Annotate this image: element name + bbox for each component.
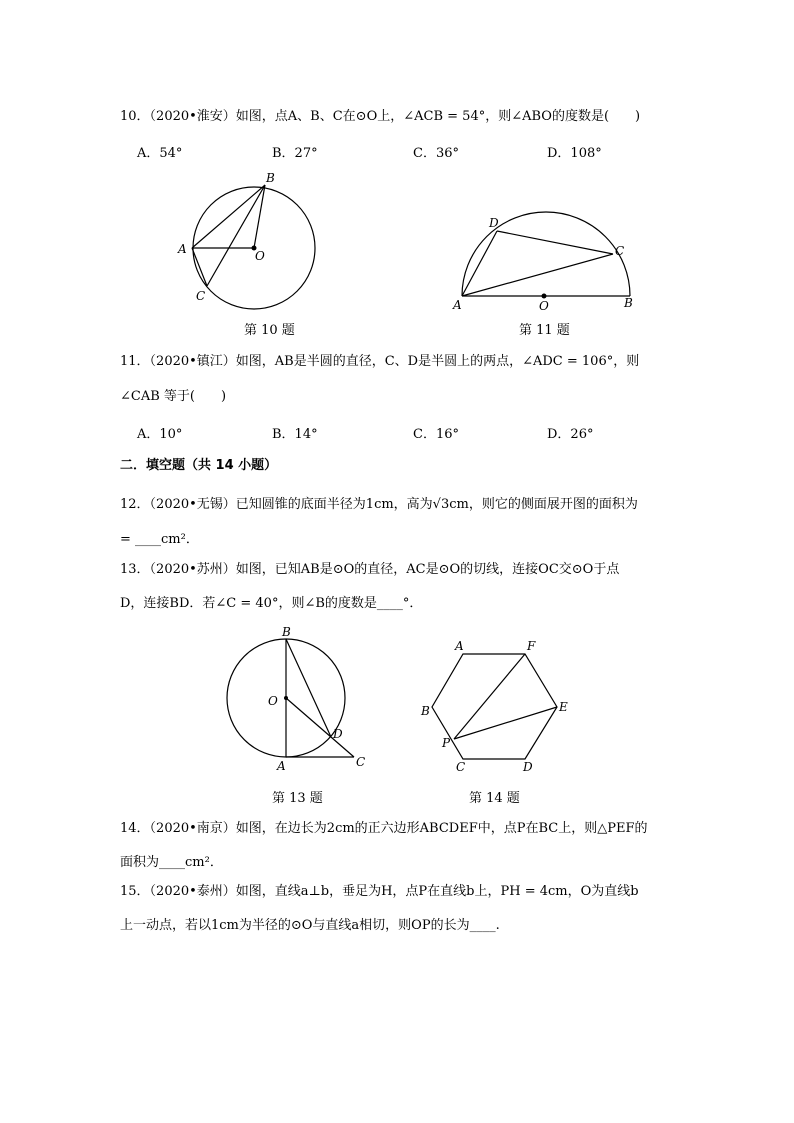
q11-label-d: D — [489, 216, 499, 230]
q14-label-f: F — [527, 639, 536, 653]
q10-option-d: D．108° — [547, 146, 602, 161]
section2-title: 二．填空题（共 14 小题） — [120, 458, 278, 473]
q14-caption: 第 14 题 — [469, 791, 520, 806]
q14-hexagon — [432, 654, 557, 759]
q10-option-b: B．27° — [272, 146, 318, 161]
q14-figure — [415, 635, 575, 775]
q13-line2: D，连接BD．若∠C = 40°，则∠B的度数是____°． — [120, 596, 423, 611]
q11-label-a: A — [453, 298, 462, 312]
q13-label-o: O — [268, 694, 278, 708]
q11-center-point — [542, 294, 547, 299]
q14-label-a: A — [455, 639, 464, 653]
q11-stem-line1: 11．（2020•镇江）如图，AB是半圆的直径，C、D是半圆上的两点，∠ADC = 106°，则 — [120, 354, 640, 369]
q13-center-point — [284, 696, 288, 700]
q11-option-a: A．10° — [137, 427, 183, 442]
q10-label-a: A — [178, 242, 187, 256]
q15-line1: 15．（2020•泰州）如图，直线a⊥b，垂足为H，点P在直线b上，PH = 4cm，O为直线b — [120, 884, 639, 899]
q14-line1: 14．（2020•南京）如图，在边长为2cm的正六边形ABCDEF中，点P在BC上，则△PEF的 — [120, 821, 648, 836]
q14-label-e: E — [559, 700, 568, 714]
q11-label-c: C — [615, 244, 625, 258]
q11-option-d: D．26° — [547, 427, 594, 442]
q10-option-c: C．36° — [413, 146, 459, 161]
q13-line1: 13．（2020•苏州）如图，已知AB是⊙O的直径，AC是⊙O的切线，连接OC交⊙O于点 — [120, 562, 620, 577]
q14-label-d: D — [523, 760, 533, 774]
q10-caption: 第 10 题 — [244, 323, 295, 338]
q13-label-a: A — [277, 759, 286, 773]
q11-stem-line2: ∠CAB 等于( ) — [120, 389, 227, 404]
q13-caption: 第 13 题 — [272, 791, 323, 806]
q12-line1: 12．（2020•无锡）已知圆锥的底面半径为1cm，高为√3cm，则它的侧面展开图的面积为 — [120, 497, 638, 512]
q13-label-d: D — [333, 727, 343, 741]
q13-label-b: B — [282, 625, 291, 639]
q12-line2: = ____cm²． — [120, 532, 199, 547]
q14-label-b: B — [421, 704, 430, 718]
q11-option-c: C．16° — [413, 427, 459, 442]
q10-stem: 10．（2020•淮安）如图，点A、B、C在⊙O上，∠ACB = 54°，则∠ABO的度数是( ) — [120, 109, 641, 124]
q13-figure — [220, 625, 370, 775]
q11-option-b: B．14° — [272, 427, 318, 442]
q10-figure — [175, 172, 315, 312]
q10-label-o: O — [255, 249, 265, 263]
q15-line2: 上一动点，若以1cm为半径的⊙O与直线a相切，则OP的长为____. — [120, 918, 500, 933]
q11-label-o: O — [539, 299, 549, 313]
q14-label-c: C — [456, 760, 466, 774]
q10-label-b: B — [266, 171, 275, 185]
q11-label-b: B — [624, 296, 633, 310]
q14-label-p: P — [442, 736, 451, 750]
q11-caption: 第 11 题 — [519, 323, 570, 338]
q10-label-c: C — [196, 289, 206, 303]
q10-option-a: A．54° — [137, 146, 183, 161]
q13-label-c: C — [356, 755, 366, 769]
q14-line2: 面积为____cm²． — [120, 855, 223, 870]
q11-semicircle — [462, 212, 630, 296]
q11-figure — [450, 210, 640, 313]
